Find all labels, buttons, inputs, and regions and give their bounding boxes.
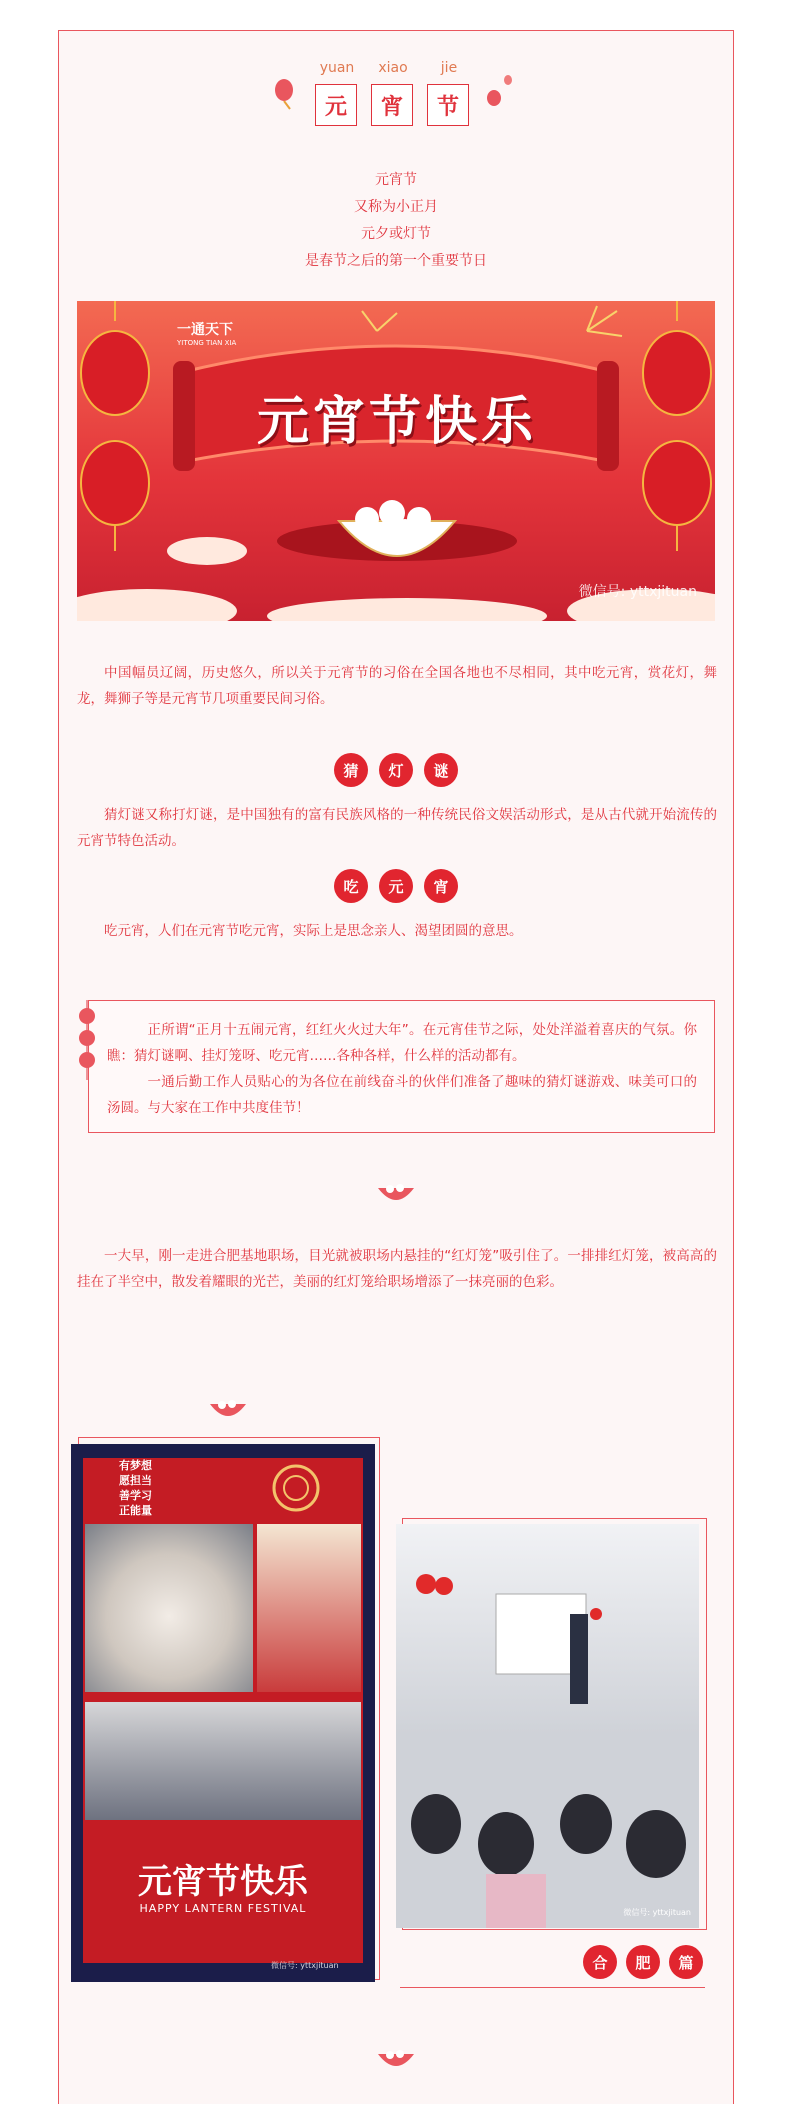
riddle-heading xyxy=(334,753,458,787)
riddle-paragraph: 猜灯谜又称打灯谜，是中国独有的富有民族风格的一种传统民俗文娱活动形式，是从古代就开始流传的元宵节特色活动。 xyxy=(77,807,717,849)
slogan-line: 有梦想 xyxy=(119,1459,152,1472)
title-char-jie: 节 xyxy=(427,84,469,126)
lantern-right-icon xyxy=(482,72,518,112)
photo-watermark: 微信号: yttxjituan xyxy=(623,1908,691,1917)
riddle-char: 灯 xyxy=(379,753,413,787)
city-tag-char: 合 xyxy=(583,1945,617,1979)
quote-paragraph-1: 正所谓“正月十五闹元宵，红红火火过大年”。在元宵佳节之际，处处洋溢着喜庆的气氛。你瞧：猜灯谜啊、挂灯笼呀、吃元宵……各种各样，什么样的活动都有。 xyxy=(107,1022,697,1064)
logo-subtext: YITONG TIAN XIA xyxy=(177,339,237,347)
riddle-char: 猜 xyxy=(334,753,368,787)
slogan-line: 正能量 xyxy=(119,1504,152,1517)
customs-paragraph: 中国幅员辽阔，历史悠久，所以关于元宵节的习俗在全国各地也不尽相同，其中吃元宵，赏花灯，舞龙，舞狮子等是元宵节几项重要民间习俗。 xyxy=(77,665,717,707)
poster-image xyxy=(71,1444,375,1982)
office-photo-art xyxy=(396,1524,699,1928)
poster-subtitle: HAPPY LANTERN FESTIVAL xyxy=(139,1902,307,1915)
decoration-photo xyxy=(257,1524,361,1692)
banner-logo xyxy=(177,319,236,347)
pinyin-xiao: xiao xyxy=(378,60,408,76)
city-tag-divider xyxy=(400,1987,705,1988)
intro-line: 元夕或灯节 xyxy=(361,226,431,242)
intro-line: 是春节之后的第一个重要节日 xyxy=(305,253,487,269)
yuanxiao-char: 吃 xyxy=(334,869,368,903)
quote-paragraph-2: 一通后勤工作人员贴心的为各位在前线奋斗的伙伴们准备了趣味的猜灯谜游戏、味美可口的汤圆。与大家在工作中共度佳节！ xyxy=(107,1074,697,1116)
poster-slogan xyxy=(119,1458,152,1518)
intro-line: 元宵节 xyxy=(375,172,417,188)
tangyuan-photo xyxy=(85,1524,253,1692)
riddle-char: 谜 xyxy=(424,753,458,787)
tangyuan-bowl-icon xyxy=(208,1398,248,1420)
chinese-knot-icon xyxy=(266,1458,326,1518)
office-paragraph: 一大早，刚一走进合肥基地职场，目光就被职场内悬挂的“红灯笼”吸引住了。一排排红灯笼，被高高的挂在了半空中，散发着耀眼的光芒，美丽的红灯笼给职场增添了一抹亮丽的色彩。 xyxy=(77,1248,717,1290)
city-tag xyxy=(583,1945,703,1979)
lantern-left-icon xyxy=(270,76,300,112)
office-photo xyxy=(396,1524,699,1928)
lantern-string-icon xyxy=(76,1000,98,1080)
title-char-xiao: 宵 xyxy=(371,84,413,126)
tangyuan-bowl-icon xyxy=(376,2048,416,2070)
yuanxiao-char: 元 xyxy=(379,869,413,903)
city-tag-char: 肥 xyxy=(626,1945,660,1979)
yuanxiao-heading xyxy=(334,869,458,903)
yuanxiao-paragraph: 吃元宵，人们在元宵节吃元宵，实际上是思念亲人、渴望团圆的意思。 xyxy=(104,923,523,939)
slogan-line: 善学习 xyxy=(119,1489,152,1502)
yuanxiao-char: 宵 xyxy=(424,869,458,903)
banner-art xyxy=(77,301,715,621)
title-char-yuan: 元 xyxy=(315,84,357,126)
poster-headline: 元宵节快乐 xyxy=(138,1862,308,1902)
quote-box xyxy=(88,1000,715,1133)
poster-watermark: 微信号: yttxjituan xyxy=(271,1961,339,1970)
intro-block xyxy=(58,167,734,275)
pinyin-jie: jie xyxy=(440,60,458,76)
office-crowd-photo xyxy=(85,1702,361,1820)
banner-headline: 元宵节快乐 xyxy=(256,391,537,452)
banner-image xyxy=(77,301,715,621)
intro-line: 又称为小正月 xyxy=(354,199,438,215)
banner-watermark: 微信号: yttxjituan xyxy=(578,584,697,600)
city-tag-char: 篇 xyxy=(669,1945,703,1979)
slogan-line: 愿担当 xyxy=(119,1474,152,1487)
pinyin-yuan: yuan xyxy=(319,60,355,76)
logo-text: 一通天下 xyxy=(177,322,233,338)
tangyuan-bowl-icon xyxy=(376,1182,416,1204)
